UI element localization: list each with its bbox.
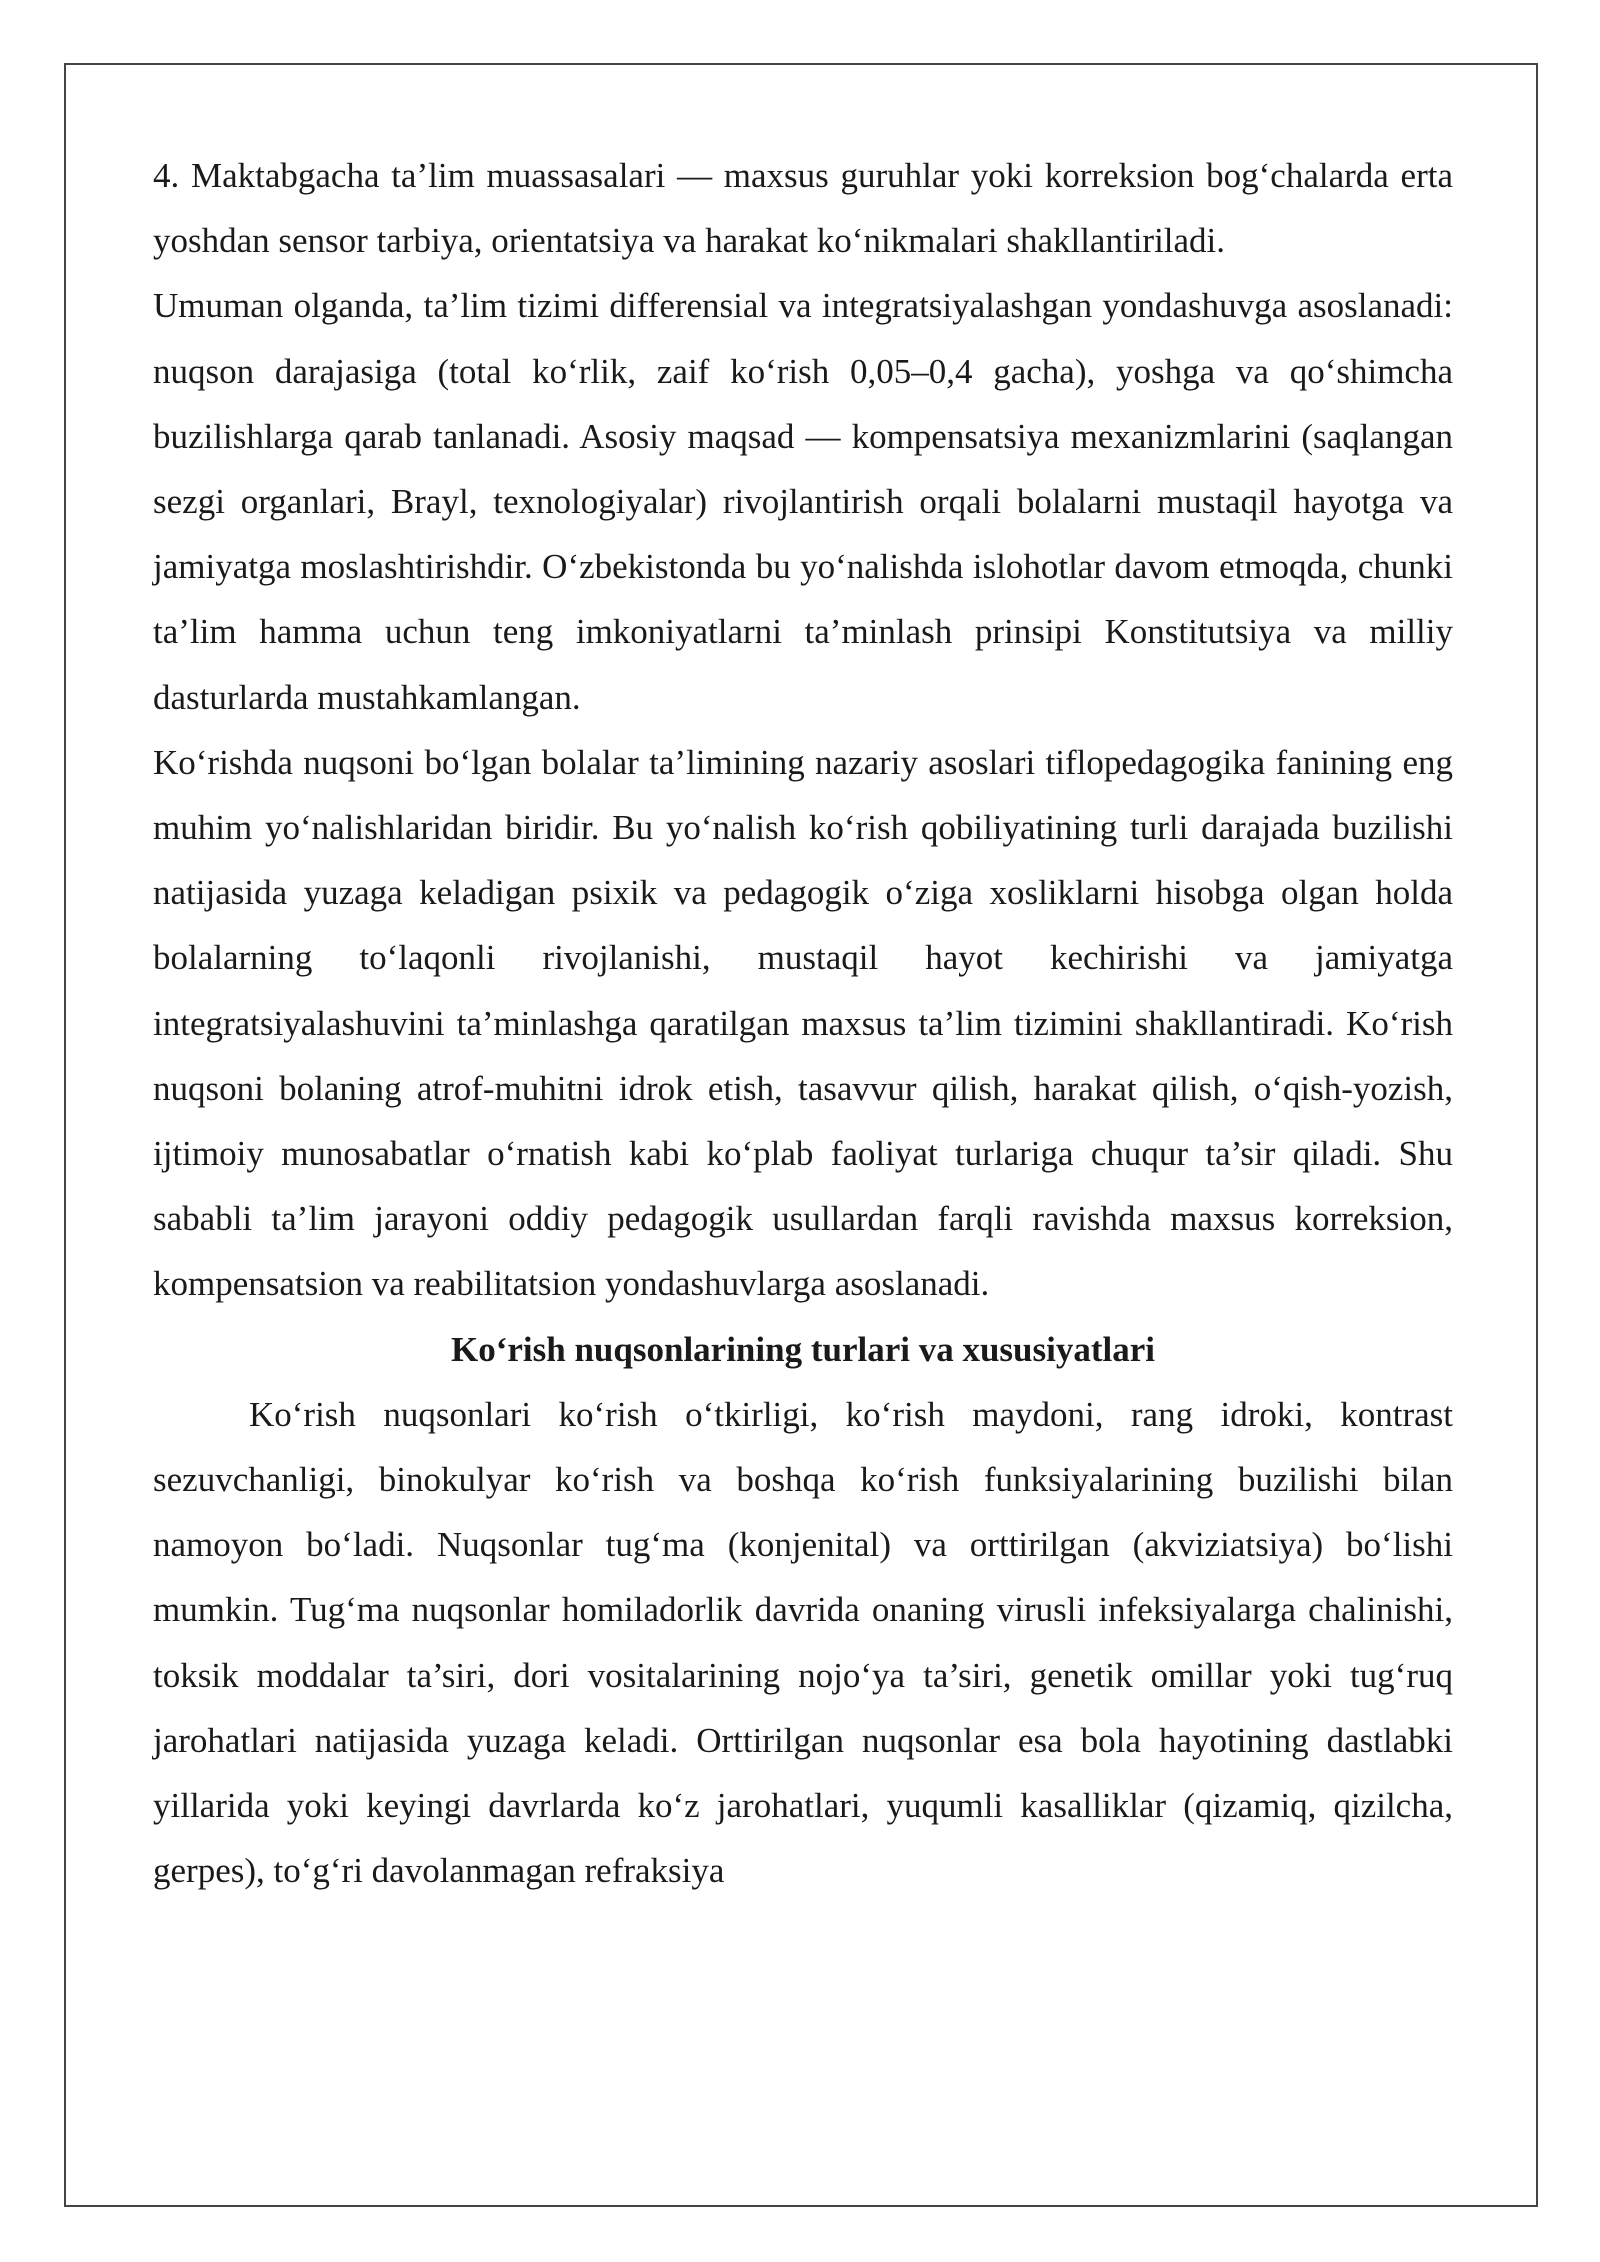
paragraph-overview: Umuman olganda, ta’lim tizimi differensial va integratsiyalashgan yondashuvga asoslanadi: nuqson darajasiga (total ko‘rlik, zaif ko‘rish 0,05–0,4 gacha), yoshga va qo‘shimcha buzilishlarga qarab tanlanadi. Asosiy maqsad — kompensatsiya mexanizmlarini (saqlangan sezgi organlari, Brayl, texnologiyalar) rivojlantirish orqali bolalarni mustaqil hayotga va jamiyatga moslashtirishdir. O‘zbekistonda bu yo‘nalishda islohotlar davom etmoqda, chunki ta’lim hamma uchun teng imkoniyatlarni ta’minlash prinsipi Konstitutsiya va milliy dasturlarda mustahkamlangan. — [153, 286, 1453, 717]
paragraph-preschool: 4. Maktabgacha ta’lim muassasalari — maxsus guruhlar yoki korreksion bog‘chalarda erta yoshdan sensor tarbiya, orientatsiya va harakat ko‘nikmalari shakllantiriladi. — [153, 156, 1453, 261]
document-body — [153, 143, 1453, 1903]
section-heading: Ko‘rish nuqsonlarining turlari va xususiyatlari — [450, 1329, 1156, 1369]
paragraph-types: Ko‘rish nuqsonlari ko‘rish o‘tkirligi, ko‘rish maydoni, rang idroki, kontrast sezuvchanligi, binokulyar ko‘rish va boshqa ko‘rish funksiyalarining buzilishi bilan namoyon bo‘ladi. Nuqsonlar tug‘ma (konjenital) va orttirilgan (akviziatsiya) bo‘lishi mumkin. Tug‘ma nuqsonlar homiladorlik davrida onaning virusli infeksiyalarga chalinishi, toksik moddalar ta’siri, dori vositalarining nojo‘ya ta’siri, genetik omillar yoki tug‘ruq jarohatlari natijasida yuzaga keladi. Orttirilgan nuqsonlar esa bola hayotining dastlabki yillarida yoki keyingi davrlarda ko‘z jarohatlari, yuqumli kasalliklar (qizamiq, qizilcha, gerpes), to‘g‘ri davolanmagan refraksiya — [153, 1394, 1453, 1891]
paragraph-theory: Ko‘rishda nuqsoni bo‘lgan bolalar ta’limining nazariy asoslari tiflopedagogika fanining eng muhim yo‘nalishlaridan biridir. Bu yo‘nalish ko‘rish qobiliyatining turli darajada buzilishi natijasida yuzaga keladigan psixik va pedagogik o‘ziga xosliklarni hisobga olgan holda bolalarning to‘laqonli rivojlanishi, mustaqil hayot kechirishi va jamiyatga integratsiyalashuvini ta’minlashga qaratilgan maxsus ta’lim tizimini shakllantiradi. Ko‘rish nuqsoni bolaning atrof-muhitni idrok etish, tasavvur qilish, harakat qilish, o‘qish-yozish, ijtimoiy munosabatlar o‘rnatish kabi ko‘plab faoliyat turlariga chuqur ta’sir qiladi. Shu sababli ta’lim jarayoni oddiy pedagogik usullardan farqli ravishda maxsus korreksion, kompensatsion va reabilitatsion yondashuvlarga asoslanadi. — [153, 742, 1453, 1304]
